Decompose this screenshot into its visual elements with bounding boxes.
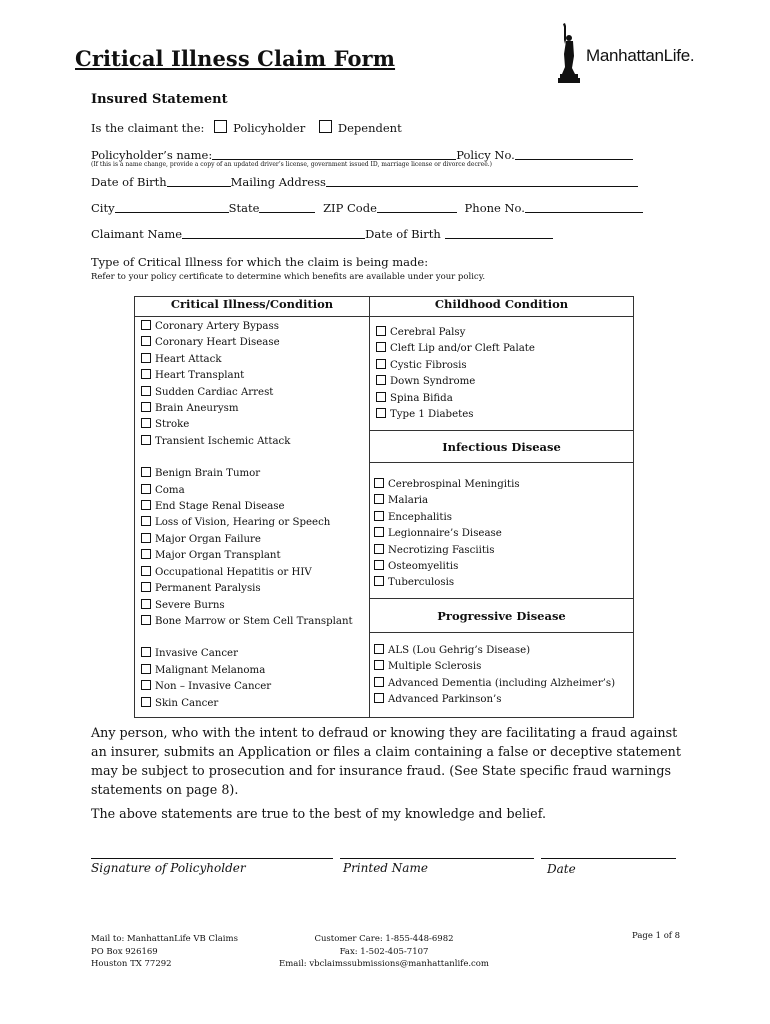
critical-condition-checkbox[interactable] bbox=[141, 369, 151, 379]
critical-condition-item[interactable] bbox=[141, 581, 369, 597]
infectious-condition-checkbox[interactable] bbox=[374, 527, 384, 537]
name-change-note: (If this is a name change, provide a copy of an updated driver’s license, government issued ID, marriage license or divorce decree.) bbox=[91, 161, 493, 168]
policyholder-label: Policyholder bbox=[233, 121, 306, 135]
cancer-condition-label: Skin Cancer bbox=[155, 697, 219, 709]
childhood-condition-checkbox[interactable] bbox=[376, 359, 386, 369]
policyholder-name-field[interactable] bbox=[212, 147, 456, 160]
policy-no-label: Policy No. bbox=[456, 148, 515, 162]
infectious-condition-label: Malaria bbox=[388, 495, 429, 507]
critical-condition-label: Severe Burns bbox=[155, 599, 225, 611]
progressive-condition-label: Multiple Sclerosis bbox=[388, 661, 482, 673]
section-title: Insured Statement bbox=[91, 92, 228, 107]
infectious-condition-item[interactable] bbox=[374, 575, 633, 591]
critical-condition-item[interactable] bbox=[141, 565, 369, 581]
progressive-condition-item[interactable] bbox=[374, 676, 633, 692]
critical-condition-checkbox[interactable] bbox=[141, 615, 151, 625]
critical-condition-checkbox[interactable] bbox=[141, 549, 151, 559]
childhood-condition-item[interactable] bbox=[376, 407, 633, 423]
claimant-dob-field[interactable] bbox=[445, 226, 553, 239]
city-field[interactable] bbox=[115, 200, 229, 213]
critical-condition-label: Major Organ Failure bbox=[155, 533, 261, 545]
col-header-childhood: Childhood Condition bbox=[370, 297, 634, 317]
critical-group-2 bbox=[141, 466, 369, 630]
dob-field[interactable] bbox=[167, 174, 231, 187]
childhood-condition-checkbox[interactable] bbox=[376, 375, 386, 385]
critical-condition-item[interactable] bbox=[141, 466, 369, 482]
mailing-address-field[interactable] bbox=[326, 174, 638, 187]
infectious-condition-item[interactable] bbox=[374, 543, 633, 559]
infectious-condition-item[interactable] bbox=[374, 493, 633, 509]
illness-type-note: Refer to your policy certificate to determine which benefits are available under your policy. bbox=[91, 272, 486, 282]
cancer-condition-checkbox[interactable] bbox=[141, 680, 151, 690]
childhood-condition-checkbox[interactable] bbox=[376, 342, 386, 352]
infectious-condition-checkbox[interactable] bbox=[374, 494, 384, 504]
page-number: Page 1 of 8 bbox=[632, 931, 681, 941]
childhood-condition-checkbox[interactable] bbox=[376, 392, 386, 402]
statue-of-liberty-icon bbox=[556, 22, 582, 84]
childhood-condition-checkbox[interactable] bbox=[376, 408, 386, 418]
critical-condition-item[interactable] bbox=[141, 385, 369, 401]
critical-condition-checkbox[interactable] bbox=[141, 386, 151, 396]
cancer-condition-item[interactable] bbox=[141, 696, 369, 712]
cancer-condition-label: Invasive Cancer bbox=[155, 648, 238, 660]
phone-label: Phone No. bbox=[464, 201, 525, 215]
cancer-condition-label: Non – Invasive Cancer bbox=[155, 681, 272, 693]
critical-condition-item[interactable] bbox=[141, 335, 369, 351]
critical-condition-label: Benign Brain Tumor bbox=[155, 468, 261, 480]
critical-condition-checkbox[interactable] bbox=[141, 435, 151, 445]
critical-condition-item[interactable] bbox=[141, 598, 369, 614]
childhood-condition-label: Cystic Fibrosis bbox=[390, 359, 467, 371]
critical-condition-checkbox[interactable] bbox=[141, 599, 151, 609]
childhood-condition-label: Type 1 Diabetes bbox=[390, 409, 474, 421]
cancer-condition-item[interactable] bbox=[141, 646, 369, 662]
childhood-list bbox=[376, 325, 633, 423]
critical-condition-item[interactable] bbox=[141, 319, 369, 335]
infectious-condition-checkbox[interactable] bbox=[374, 478, 384, 488]
cancer-condition-label: Malignant Melanoma bbox=[155, 664, 266, 676]
critical-condition-label: Transient Ischemic Attack bbox=[155, 435, 291, 447]
city-label: City bbox=[91, 201, 115, 215]
critical-condition-item[interactable] bbox=[141, 434, 369, 450]
critical-condition-label: Coronary Heart Disease bbox=[155, 337, 280, 349]
critical-condition-item[interactable] bbox=[141, 483, 369, 499]
progressive-condition-item[interactable] bbox=[374, 692, 633, 708]
critical-condition-label: Occupational Hepatitis or HIV bbox=[155, 566, 312, 578]
footer-mail-line1: Mail to: ManhattanLife VB Claims bbox=[91, 934, 238, 944]
critical-condition-label: Heart Attack bbox=[155, 353, 222, 365]
cancer-condition-checkbox[interactable] bbox=[141, 664, 151, 674]
critical-condition-checkbox[interactable] bbox=[141, 320, 151, 330]
critical-condition-checkbox[interactable] bbox=[141, 516, 151, 526]
zip-label: ZIP Code bbox=[323, 201, 377, 215]
infectious-header: Infectious Disease bbox=[370, 431, 634, 463]
infectious-list bbox=[374, 477, 633, 592]
claimant-dob-label: Date of Birth bbox=[365, 227, 441, 241]
infectious-condition-checkbox[interactable] bbox=[374, 560, 384, 570]
critical-condition-checkbox[interactable] bbox=[141, 582, 151, 592]
critical-condition-item[interactable] bbox=[141, 548, 369, 564]
cancer-condition-checkbox[interactable] bbox=[141, 647, 151, 657]
claimant-prompt: Is the claimant the: bbox=[91, 121, 205, 135]
infectious-condition-checkbox[interactable] bbox=[374, 576, 384, 586]
attestation-text: The above statements are true to the best of my knowledge and belief. bbox=[91, 806, 546, 821]
critical-condition-checkbox[interactable] bbox=[141, 484, 151, 494]
critical-condition-checkbox[interactable] bbox=[141, 500, 151, 510]
critical-condition-label: Heart Transplant bbox=[155, 370, 245, 382]
critical-condition-label: Major Organ Transplant bbox=[155, 550, 281, 562]
policyholder-row bbox=[91, 147, 633, 162]
company-logo bbox=[556, 22, 726, 84]
critical-condition-checkbox[interactable] bbox=[141, 402, 151, 412]
critical-condition-label: Brain Aneurysm bbox=[155, 403, 239, 415]
infectious-condition-checkbox[interactable] bbox=[374, 544, 384, 554]
critical-condition-item[interactable] bbox=[141, 368, 369, 384]
date-line[interactable] bbox=[541, 858, 676, 859]
childhood-condition-item[interactable] bbox=[376, 374, 633, 390]
childhood-condition-label: Cerebral Palsy bbox=[390, 327, 466, 338]
progressive-condition-label: ALS (Lou Gehrig’s Disease) bbox=[388, 645, 531, 656]
critical-condition-label: Loss of Vision, Hearing or Speech bbox=[155, 517, 331, 529]
critical-group-3 bbox=[141, 646, 369, 712]
critical-condition-item[interactable] bbox=[141, 532, 369, 548]
printed-name-line[interactable] bbox=[340, 858, 534, 859]
infectious-condition-label: Encephalitis bbox=[388, 511, 452, 523]
childhood-condition-item[interactable] bbox=[376, 358, 633, 374]
critical-condition-label: Bone Marrow or Stem Cell Transplant bbox=[155, 615, 353, 627]
cancer-condition-item[interactable] bbox=[141, 679, 369, 695]
progressive-condition-checkbox[interactable] bbox=[374, 644, 384, 654]
critical-condition-checkbox[interactable] bbox=[141, 418, 151, 428]
footer-mail-line3: Houston TX 77292 bbox=[91, 959, 172, 969]
signature-line[interactable] bbox=[91, 858, 333, 859]
dob-address-row bbox=[91, 174, 638, 189]
dependent-checkbox[interactable] bbox=[319, 120, 332, 133]
critical-condition-item[interactable] bbox=[141, 614, 369, 630]
policyholder-checkbox[interactable] bbox=[214, 120, 227, 133]
dependent-label: Dependent bbox=[337, 121, 402, 135]
critical-condition-label: Coronary Artery Bypass bbox=[155, 321, 279, 332]
critical-condition-label: Coma bbox=[155, 484, 185, 496]
city-state-row bbox=[91, 200, 643, 215]
critical-condition-checkbox[interactable] bbox=[141, 533, 151, 543]
critical-condition-checkbox[interactable] bbox=[141, 353, 151, 363]
signature-label: Signature of Policyholder bbox=[91, 861, 246, 875]
progressive-list bbox=[374, 643, 633, 709]
critical-condition-item[interactable] bbox=[141, 499, 369, 515]
footer-mail bbox=[91, 933, 238, 971]
infectious-condition-label: Necrotizing Fasciitis bbox=[388, 544, 495, 556]
progressive-header: Progressive Disease bbox=[370, 599, 634, 633]
childhood-condition-item[interactable] bbox=[376, 391, 633, 407]
critical-condition-item[interactable] bbox=[141, 515, 369, 531]
critical-condition-label: Sudden Cardiac Arrest bbox=[155, 386, 274, 398]
critical-condition-item[interactable] bbox=[141, 352, 369, 368]
policy-no-field[interactable] bbox=[515, 147, 633, 160]
state-label: State bbox=[228, 201, 260, 215]
childhood-condition-label: Down Syndrome bbox=[390, 376, 476, 388]
progressive-condition-label: Advanced Dementia (including Alzheimer’s) bbox=[388, 677, 616, 689]
infectious-condition-label: Legionnaire’s Disease bbox=[388, 528, 502, 540]
infectious-cell bbox=[370, 463, 634, 599]
progressive-condition-checkbox[interactable] bbox=[374, 677, 384, 687]
childhood-cell bbox=[370, 317, 634, 431]
printed-name-label: Printed Name bbox=[343, 861, 428, 875]
zip-field[interactable] bbox=[377, 200, 457, 213]
progressive-condition-item[interactable] bbox=[374, 643, 633, 659]
critical-condition-label: Permanent Paralysis bbox=[155, 583, 261, 595]
progressive-condition-checkbox[interactable] bbox=[374, 693, 384, 703]
critical-group-1 bbox=[141, 319, 369, 450]
page-title: Critical Illness Claim Form bbox=[75, 46, 396, 71]
phone-field[interactable] bbox=[525, 200, 643, 213]
critical-condition-label: Stroke bbox=[155, 419, 190, 431]
progressive-condition-checkbox[interactable] bbox=[374, 660, 384, 670]
claimant-name-label: Claimant Name bbox=[91, 227, 183, 241]
illness-type-prompt: Type of Critical Illness for which the claim is being made: bbox=[91, 255, 429, 269]
footer-mail-line2: PO Box 926169 bbox=[91, 946, 158, 957]
state-field[interactable] bbox=[259, 200, 315, 213]
critical-condition-checkbox[interactable] bbox=[141, 566, 151, 576]
critical-condition-label: End Stage Renal Disease bbox=[155, 501, 285, 513]
critical-condition-checkbox[interactable] bbox=[141, 467, 151, 477]
critical-illness-cell bbox=[135, 317, 370, 718]
childhood-condition-label: Spina Bifida bbox=[390, 392, 453, 404]
childhood-condition-item[interactable] bbox=[376, 341, 633, 357]
infectious-condition-label: Osteomyelitis bbox=[388, 561, 459, 573]
claimant-row bbox=[91, 226, 553, 241]
mailing-address-label: Mailing Address bbox=[230, 175, 326, 189]
infectious-condition-label: Tuberculosis bbox=[388, 577, 455, 589]
childhood-condition-item[interactable] bbox=[376, 325, 633, 341]
infectious-condition-checkbox[interactable] bbox=[374, 511, 384, 521]
progressive-condition-label: Advanced Parkinson’s bbox=[388, 694, 502, 706]
footer-care-line2: Fax: 1-502-405-7107 bbox=[339, 946, 429, 957]
childhood-condition-checkbox[interactable] bbox=[376, 326, 386, 336]
infectious-condition-item[interactable] bbox=[374, 477, 633, 493]
brand-name: ManhattanLife. bbox=[586, 46, 695, 65]
footer-care-line3: Email: vbclaimssubmissions@manhattanlife.com bbox=[279, 959, 489, 969]
date-label: Date bbox=[547, 862, 576, 876]
col-header-critical: Critical Illness/Condition bbox=[135, 297, 370, 317]
progressive-cell bbox=[370, 633, 634, 718]
infectious-condition-label: Cerebrospinal Meningitis bbox=[388, 479, 520, 490]
progressive-condition-item[interactable] bbox=[374, 659, 633, 675]
infectious-condition-item[interactable] bbox=[374, 526, 633, 542]
cancer-condition-checkbox[interactable] bbox=[141, 697, 151, 707]
illness-table bbox=[134, 296, 634, 718]
fraud-warning: Any person, who with the intent to defraud or knowing they are facilitating a fraud against an insurer, submits an Application or files a claim containing a false or deceptive statement may be subject to prosecution and for insurance fraud. (See State specific fraud warnings statements on page 8). bbox=[91, 725, 681, 797]
critical-condition-checkbox[interactable] bbox=[141, 336, 151, 346]
infectious-condition-item[interactable] bbox=[374, 559, 633, 575]
childhood-condition-label: Cleft Lip and/or Cleft Palate bbox=[390, 343, 535, 355]
policyholder-name-label: Policyholder’s name: bbox=[91, 148, 213, 162]
footer-care-line1: Customer Care: 1-855-448-6982 bbox=[314, 934, 454, 944]
critical-condition-item[interactable] bbox=[141, 401, 369, 417]
infectious-condition-item[interactable] bbox=[374, 510, 633, 526]
cancer-condition-item[interactable] bbox=[141, 663, 369, 679]
claimant-name-field[interactable] bbox=[182, 226, 365, 239]
dob-label: Date of Birth bbox=[91, 175, 167, 189]
claimant-type-row bbox=[91, 120, 402, 135]
critical-condition-item[interactable] bbox=[141, 417, 369, 433]
